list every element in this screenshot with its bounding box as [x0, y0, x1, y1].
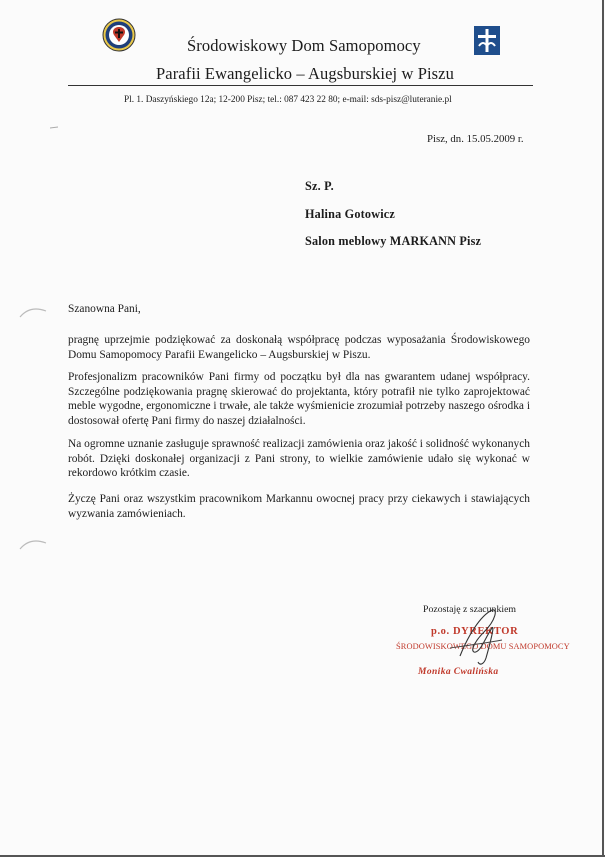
- punch-hole-mark: [18, 305, 48, 319]
- stamp-title: p.o. DYREKTOR: [431, 626, 519, 637]
- greeting: Szanowna Pani,: [68, 303, 141, 315]
- body-paragraph: Na ogromne uznanie zasługuje sprawność realizacji zamówienia oraz jakość i solidność wykonanych robót. Dzięki doskonałej organizacji z Pani strony, to wielkie zamówienie udało się wykonać w rekordowo krótkim czasie.: [68, 438, 530, 480]
- letter-date: Pisz, dn. 15.05.2009 r.: [427, 133, 524, 145]
- org-name-line2: Parafii Ewangelicko – Augsburskiej w Piszu: [156, 64, 454, 83]
- recipient-company: Salon meblowy MARKANN Pisz: [305, 234, 482, 248]
- paper-speck: [50, 125, 58, 131]
- scan-edge-right: [602, 0, 604, 857]
- handwritten-signature: [440, 606, 510, 668]
- letterhead-address: Pl. 1. Daszyńskiego 12a; 12-200 Pisz; tel.: 087 423 22 80; e-mail: sds-pisz@luteranie.pl: [124, 95, 452, 105]
- stamp-organization: ŚRODOWISKOWEGO DOMU SAMOPOMOCY: [396, 642, 570, 651]
- recipient-salutation: Sz. P.: [305, 179, 334, 193]
- body-paragraph: Życzę Pani oraz wszystkim pracownikom Markannu owocnej pracy przy ciekawych i stawiających wyzwania zamówieniach.: [68, 493, 530, 520]
- body-paragraph: pragnę uprzejmie podziękować za doskonałą współpracę podczas wyposażania Środowiskowego Domu Samopomocy Parafii Ewangelicko – Augsburskiej w Piszu.: [68, 334, 530, 361]
- body-paragraph: Profesjonalizm pracowników Pani firmy od początku był dla nas gwarantem udanej współpracy. Szczególne podziękowania pragnę skierować do projektanta, który potrafił nie tylko zaprojektować meble wygodne, ergonomiczne i trwałe, ale także wyśmienicie zrozumiał potrzeby naszego ośrodka i dostosował ofertę Pani firmy do naszej działalności.: [68, 371, 530, 427]
- closing-regards: Pozostaję z szacunkiem: [423, 604, 517, 615]
- letterhead-divider: [68, 85, 533, 86]
- org-name-line1: Środowiskowy Dom Samopomocy: [187, 36, 421, 55]
- recipient-name: Halina Gotowicz: [305, 207, 395, 221]
- luther-rose-seal-icon: [102, 18, 136, 52]
- church-cross-logo-icon: [474, 26, 500, 55]
- stamp-name: Monika Cwalińska: [418, 667, 499, 677]
- punch-hole-mark: [18, 537, 48, 551]
